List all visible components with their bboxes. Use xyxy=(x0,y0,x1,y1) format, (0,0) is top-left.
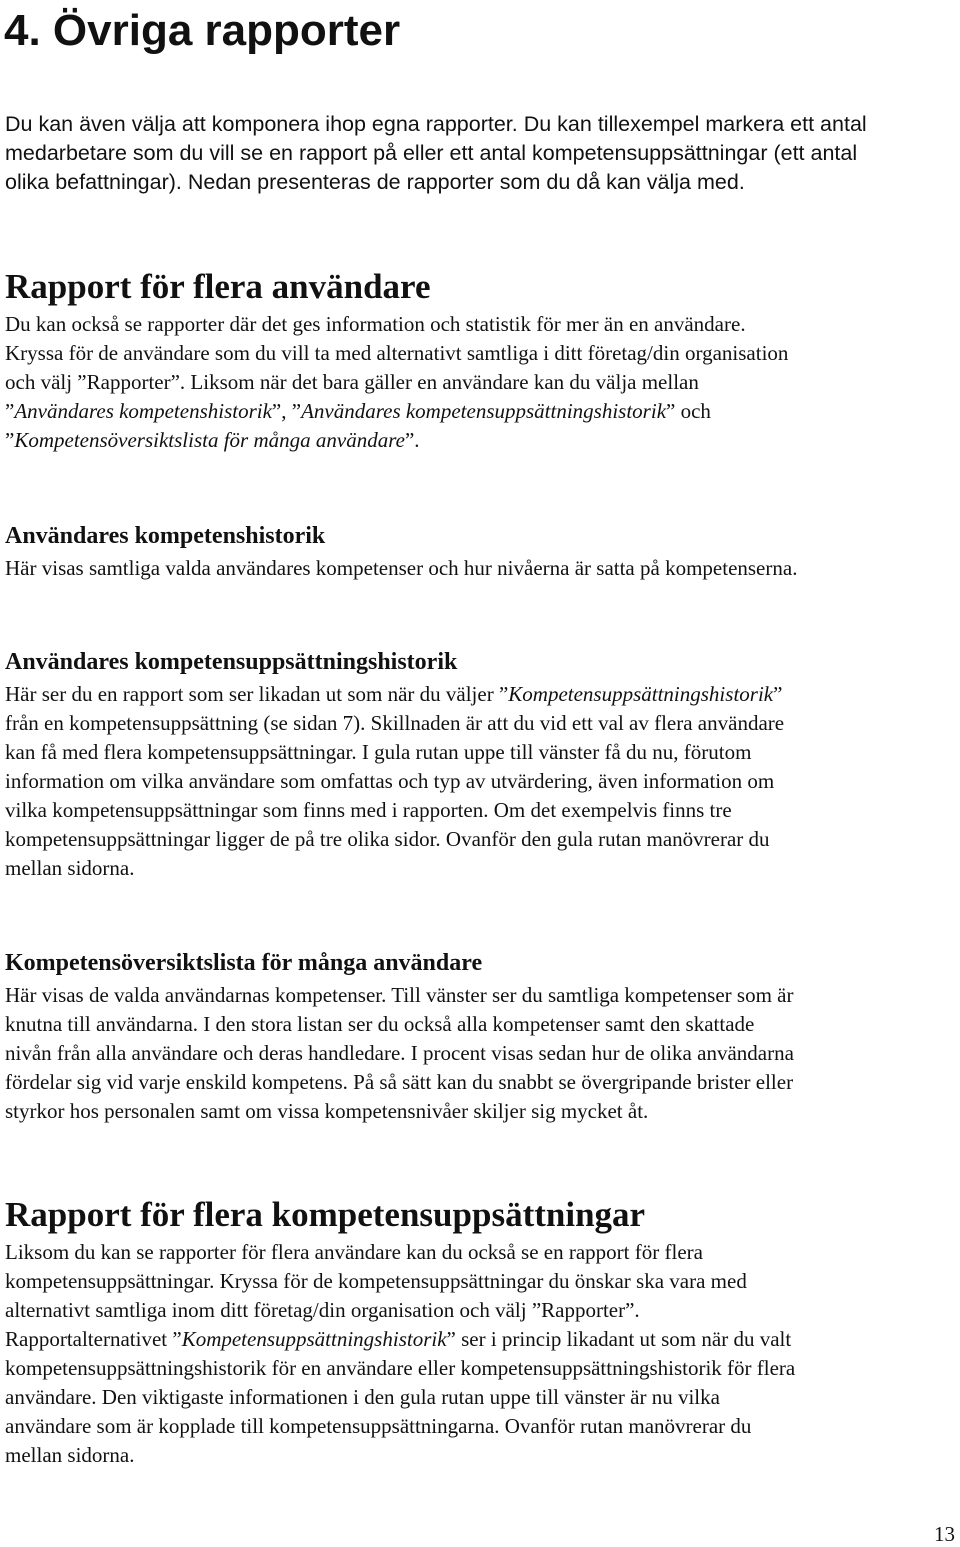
body-line: användare som är kopplade till kompetensuppsättningarna. Ovanför rutan manövrerar du xyxy=(5,1414,752,1438)
separator-text: ”, ” xyxy=(271,399,302,423)
section-heading-flera-anvandare: Rapport för flera användare xyxy=(5,267,431,306)
separator-text: ”. xyxy=(404,428,420,452)
section-heading-flera-kompetensuppsattningar: Rapport för flera kompetensuppsättningar xyxy=(5,1195,646,1234)
body-line xyxy=(5,1325,960,1354)
report-name-italic: Användares kompetenshistorik xyxy=(14,399,272,423)
body-line: knutna till användarna. I den stora listan ser du också alla kompetenser samt den skattade xyxy=(5,1012,755,1036)
section-body-kompetenshistorik xyxy=(5,554,960,583)
body-line: kompetensuppsättningar ligger de på tre olika sidor. Ovanför den gula rutan manövrerar du xyxy=(5,827,770,851)
section-heading-kompetenshistorik: Användares kompetenshistorik xyxy=(5,523,326,549)
body-line xyxy=(5,680,960,709)
report-name-italic: Kompetensöversiktslista för många användare xyxy=(14,428,405,452)
report-name-italic: Kompetensuppsättningshistorik xyxy=(181,1327,447,1351)
intro-paragraph xyxy=(5,110,955,197)
body-line: kan få med flera kompetensuppsättningar. I gula rutan uppe till vänster få du nu, förutom xyxy=(5,740,752,764)
body-line: Du kan också se rapporter där det ges information och statistik för mer än en användare. xyxy=(5,312,746,336)
body-line: och välj ”Rapporter”. Liksom när det bara gäller en användare kan du välja mellan xyxy=(5,370,699,394)
section-body-kompetensuppsattningshistorik xyxy=(5,680,960,883)
body-line: Liksom du kan se rapporter för flera användare kan du också se en rapport för flera xyxy=(5,1240,703,1264)
separator-text: ” och xyxy=(666,399,711,423)
intro-line: olika befattningar). Nedan presenteras de rapporter som du då kan välja med. xyxy=(5,170,745,194)
body-line xyxy=(5,397,960,426)
body-line: information om vilka användare som omfattas och typ av utvärdering, även information om xyxy=(5,769,775,793)
body-line: vilka kompetensuppsättningar som finns med i rapporten. Om det exempelvis finns tre xyxy=(5,798,732,822)
body-line: mellan sidorna. xyxy=(5,856,135,880)
body-line: alternativt samtliga inom ditt företag/din organisation och välj ”Rapporter”. xyxy=(5,1298,640,1322)
body-text: ” ser i princip likadant ut som när du valt xyxy=(446,1327,792,1351)
body-line xyxy=(5,426,960,455)
body-line: Här visas samtliga valda användares kompetenser och hur nivåerna är satta på kompetenserna. xyxy=(5,556,798,580)
body-line: mellan sidorna. xyxy=(5,1443,135,1467)
section-heading-kompetensoversiktslista: Kompetensöversiktslista för många användare xyxy=(5,950,483,976)
body-text: Rapportalternativet ” xyxy=(5,1327,182,1351)
page-number: 13 xyxy=(934,1522,955,1546)
section-heading-kompetensuppsattningshistorik: Användares kompetensuppsättningshistorik xyxy=(5,649,458,675)
body-line: nivån från alla användare och deras handledare. I procent visas sedan hur de olika användarna xyxy=(5,1041,794,1065)
report-name-italic: Kompetensuppsättningshistorik xyxy=(508,682,774,706)
intro-line: medarbetare som du vill se en rapport på eller ett antal kompetensuppsättningar (ett antal xyxy=(5,141,858,165)
section-body-flera-kompetensuppsattningar xyxy=(5,1238,960,1470)
body-line: användare. Den viktigaste informationen i den gula rutan uppe till vänster är nu vilka xyxy=(5,1385,720,1409)
intro-line: Du kan även välja att komponera ihop egna rapporter. Du kan tillexempel markera ett antal xyxy=(5,112,867,136)
quote-mark: ” xyxy=(5,428,15,452)
report-name-italic: Användares kompetensuppsättningshistorik xyxy=(301,399,667,423)
section-body-kompetensoversiktslista xyxy=(5,981,960,1126)
quote-mark: ” xyxy=(773,682,783,706)
body-line: Kryssa för de användare som du vill ta med alternativt samtliga i ditt företag/din organisation xyxy=(5,341,789,365)
body-line: fördelar sig vid varje enskild kompetens. På så sätt kan du snabbt se övergripande brister eller xyxy=(5,1070,794,1094)
body-text: Här ser du en rapport som ser likadan ut som när du väljer ” xyxy=(5,682,509,706)
body-line: styrkor hos personalen samt om vissa kompetensnivåer skiljer sig mycket åt. xyxy=(5,1099,649,1123)
body-line: Här visas de valda användarnas kompetenser. Till vänster ser du samtliga kompetenser som är xyxy=(5,983,794,1007)
body-line: från en kompetensuppsättning (se sidan 7). Skillnaden är att du vid ett val av flera användare xyxy=(5,711,785,735)
body-line: kompetensuppsättningar. Kryssa för de kompetensuppsättningar du önskar ska vara med xyxy=(5,1269,747,1293)
body-line: kompetensuppsättningshistorik för en användare eller kompetensuppsättningshistorik för flera xyxy=(5,1356,796,1380)
quote-mark: ” xyxy=(5,399,15,423)
section-body-flera-anvandare xyxy=(5,310,960,455)
page-title: 4. Övriga rapporter xyxy=(4,6,401,55)
